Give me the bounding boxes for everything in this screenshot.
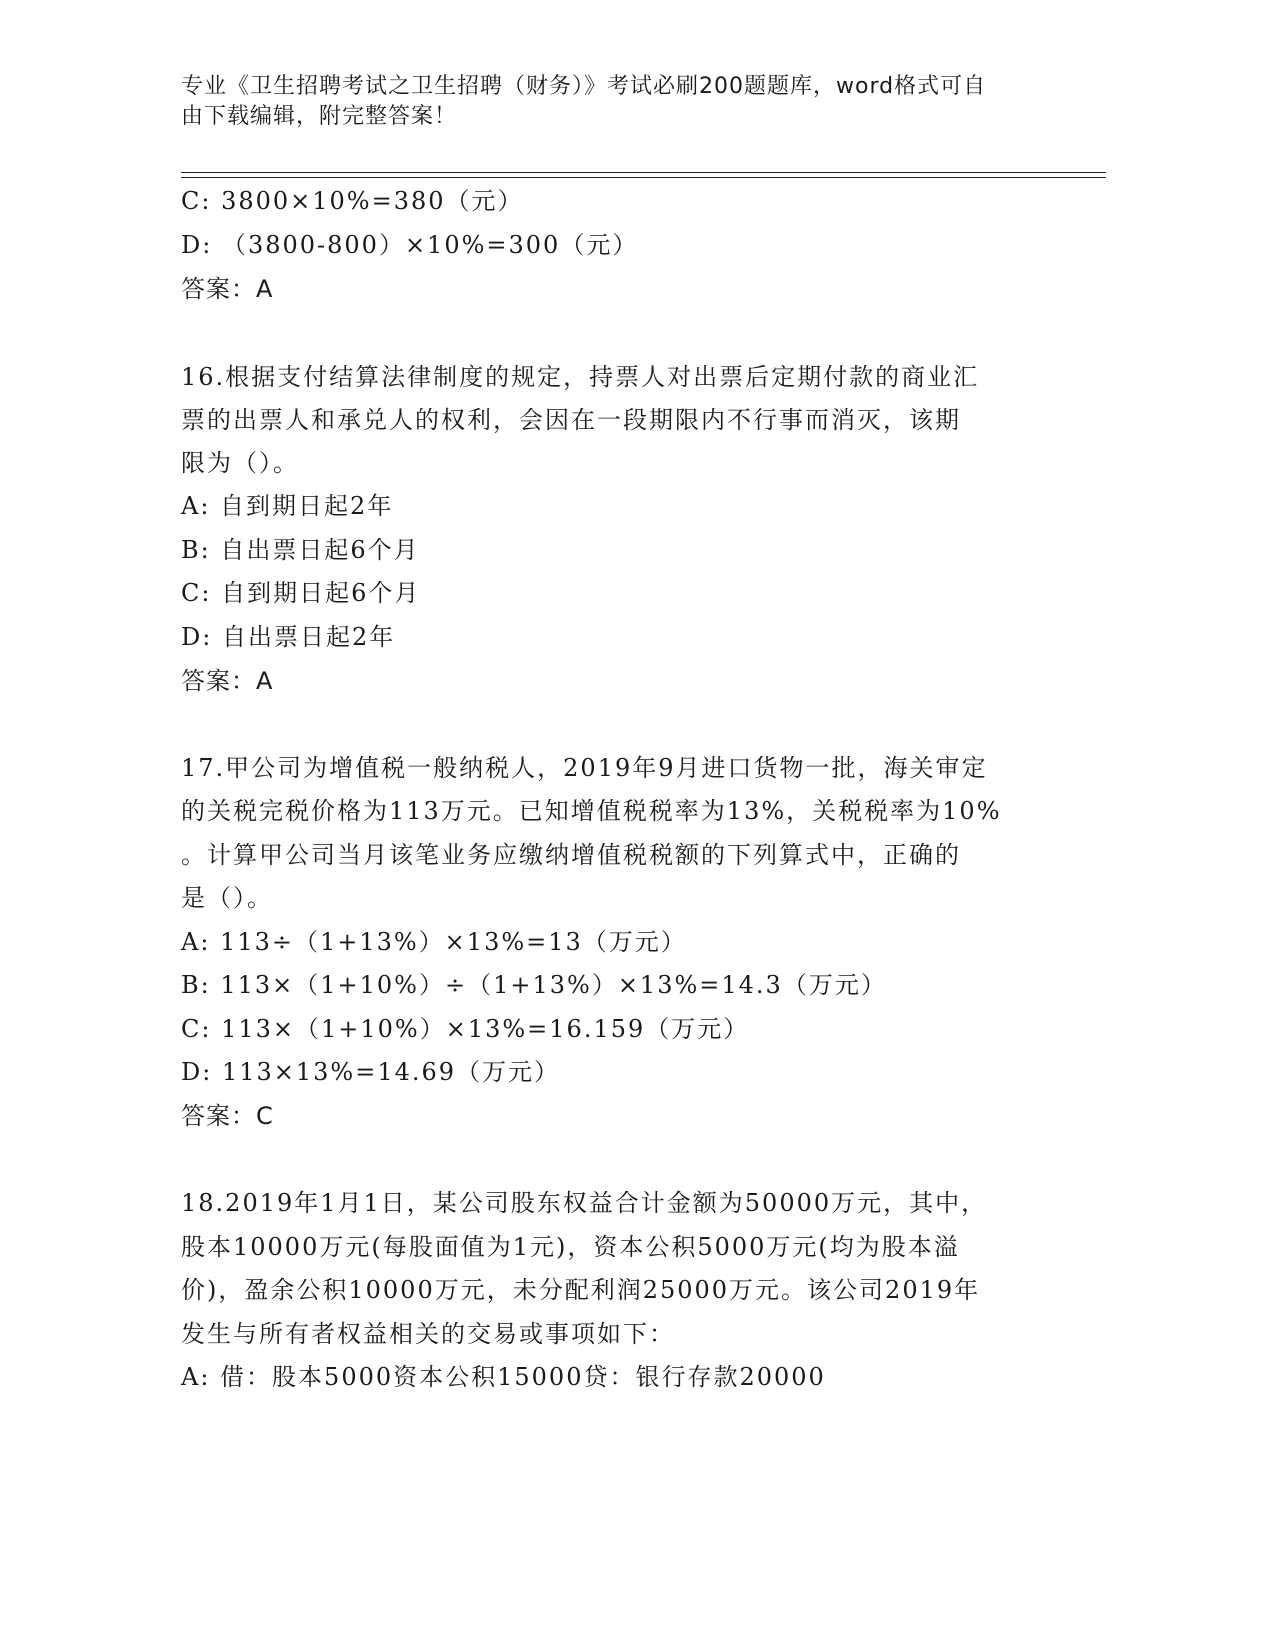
q16-option-c: C: 自到期日起6个月 (181, 579, 421, 607)
header-line-2: 由下载编辑，附完整答案！ (181, 104, 458, 129)
q18-stem-line: 股本10000万元(每股面值为1元)，资本公积5000万元(均为股本溢 (181, 1233, 960, 1261)
q17-option-a: A: 113÷（1+13%）×13%=13（万元） (181, 928, 687, 956)
header-line-1: 专业《卫生招聘考试之卫生招聘（财务）》考试必刷200题题库，word格式可自 (181, 74, 987, 99)
q17-stem-line: 。计算甲公司当月该笔业务应缴纳增值税税额的下列算式中，正确的 (181, 841, 961, 869)
q18-stem-line: 18.2019年1月1日，某公司股东权益合计金额为50000万元，其中， (181, 1189, 988, 1217)
q17-stem-line: 的关税完税价格为113万元。已知增值税税率为13%，关税税率为10% (181, 797, 1002, 825)
q16-option-a: A: 自到期日起2年 (181, 492, 394, 520)
q18-option-a: A: 借：股本5000资本公积15000贷：银行存款20000 (181, 1363, 826, 1391)
q18-stem-line: 发生与所有者权益相关的交易或事项如下： (181, 1320, 675, 1348)
header-divider-top (181, 172, 1106, 173)
q16-option-d: D: 自出票日起2年 (181, 623, 396, 651)
q15-option-d: D: （3800-800）×10%=300（元） (181, 231, 639, 259)
q15-answer: 答案：A (181, 275, 274, 303)
q17-stem-line: 是（）。 (181, 884, 273, 912)
q16-option-b: B: 自出票日起6个月 (181, 536, 420, 564)
q16-answer: 答案：A (181, 667, 274, 695)
q15-option-c: C: 3800×10%=380（元） (181, 187, 524, 215)
q17-answer: 答案：C (181, 1102, 274, 1130)
q17-option-c: C: 113×（1+10%）×13%=16.159（万元） (181, 1015, 750, 1043)
q17-option-b: B: 113×（1+10%）÷（1+13%）×13%=14.3（万元） (181, 971, 887, 999)
q16-stem-line: 票的出票人和承兑人的权利，会因在一段期限内不行事而消灭，该期 (181, 406, 961, 434)
document-header (181, 72, 1081, 132)
q16-stem-line: 限为（）。 (181, 449, 299, 477)
q16-stem-line: 16.根据支付结算法律制度的规定，持票人对出票后定期付款的商业汇 (181, 363, 980, 391)
q17-option-d: D: 113×13%=14.69（万元） (181, 1058, 561, 1086)
q18-stem-line: 价)，盈余公积10000万元，未分配利润25000万元。该公司2019年 (181, 1276, 981, 1304)
q17-stem-line: 17.甲公司为增值税一般纳税人，2019年9月进口货物一批，海关审定 (181, 754, 988, 782)
header-divider-bottom (181, 177, 1106, 178)
